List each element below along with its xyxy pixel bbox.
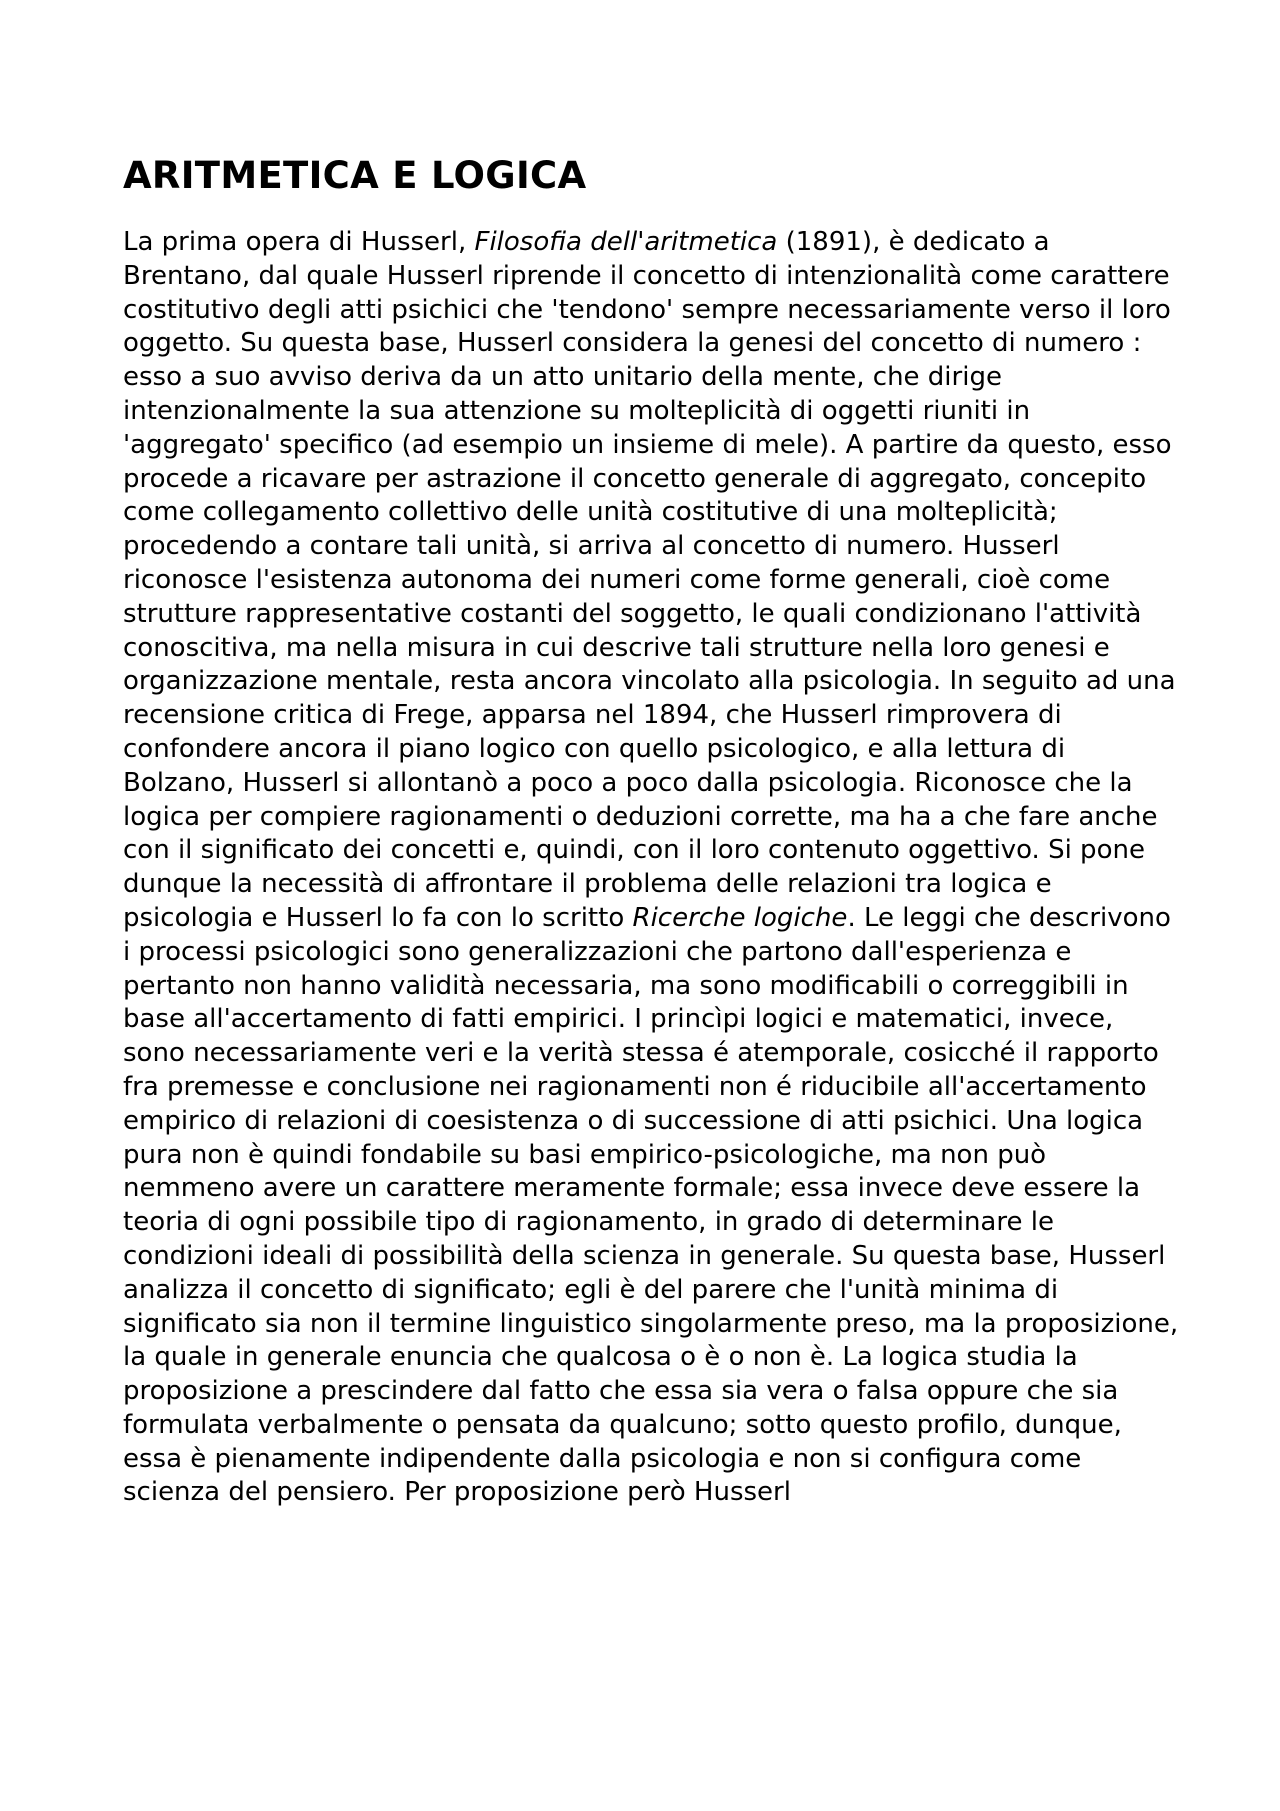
book-title-ricerche: Ricerche logiche bbox=[632, 902, 848, 933]
text-run: . Le leggi che descrivono i processi psicologici sono generalizzazioni che partono dall'esperienza e pertanto non hanno validità necessaria, ma sono modificabili o correggibili in base all'accertamento di fatti empirici. I princìpi logici e matematici, invece, sono necessariamente veri e la verità stessa é atemporale, cosicché il rapporto fra premesse e conclusione nei ragionamenti non é riducibile all'accertamento empirico di relazioni di coesistenza o di successione di atti psichici. Una logica pura non è quindi fondabile su basi empirico-psicologiche, ma non può nemmeno avere un carattere meramente formale; essa invece deve essere la teoria di ogni possibile tipo di ragionamento, in grado di determinare le condizioni ideali di possibilità della scienza in generale. Su questa base, Husserl analizza il concetto di significato; egli è del parere che l'unità minima di significato sia non il termine linguistico singolarmente preso, ma la proposizione, la quale in generale enuncia che qualcosa o è o non è. La logica studia la proposizione a prescindere dal fatto che essa sia vera o falsa oppure che sia formulata verbalmente o pensata da qualcuno; sotto questo profilo, dunque, essa è pienamente indipendente dalla psicologia e non si configura come scienza del pensiero. Per proposizione però Husserl bbox=[123, 902, 1179, 1508]
document-page bbox=[123, 150, 1180, 1510]
page-title: ARITMETICA E LOGICA bbox=[123, 154, 587, 197]
body-paragraph bbox=[123, 226, 1180, 1510]
text-run: La prima opera di Husserl, bbox=[123, 227, 475, 257]
text-run: (1891), è dedicato a Brentano, dal quale Husserl riprende il concetto di intenzionalità come carattere costitutivo degli atti psichici che 'tendono' sempre necessariamente verso il loro oggetto. Su questa base, Husserl considera la genesi del concetto di numero : esso a suo avviso deriva da un atto unitario della mente, che dirige intenzionalmente la sua attenzione su molteplicità di oggetti riuniti in 'aggregato' specifico (ad esempio un insieme di mele). A partire da questo, esso procede a ricavare per astrazione il concetto generale di aggregato, concepito come collegamento collettivo delle unità costitutive di una molteplicità; procedendo a contare tali unità, si arriva al concetto di numero. Husserl riconosce l'esistenza autonoma dei numeri come forme generali, cioè come strutture rappresentative costanti del soggetto, le quali condizionano l'attività conoscitiva, ma nella misura in cui descrive tali strutture nella loro genesi e organizzazione mentale, resta ancora vincolato alla psicologia. In seguito ad una recensione critica di Frege, apparsa nel 1894, che Husserl rimprovera di confondere ancora il piano logico con quello psicologico, e alla lettura di Bolzano, Husserl si allontanò a poco a poco dalla psicologia. Riconosce che la logica per compiere ragionamenti o deduzioni corrette, ma ha a che fare anche con il significato dei concetti e, quindi, con il loro contenuto oggettivo. Si pone dunque la necessità di affrontare il problema delle relazioni tra logica e psicologia e Husserl lo fa con lo scritto bbox=[123, 227, 1176, 933]
book-title-filosofia: Filosofia dell'aritmetica bbox=[474, 227, 778, 257]
